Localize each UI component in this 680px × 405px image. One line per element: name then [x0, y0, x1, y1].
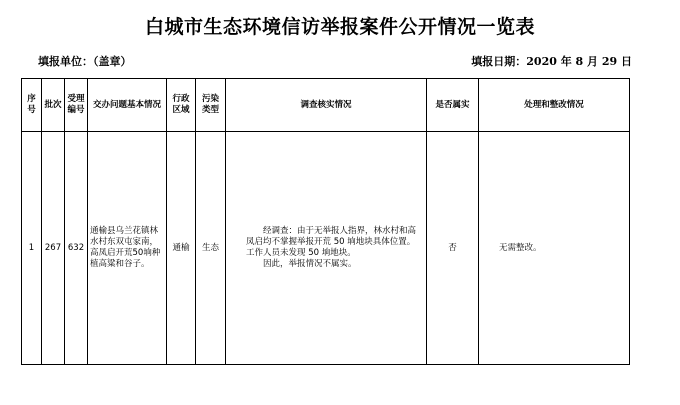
- header-batch: 批次: [42, 79, 65, 132]
- header-region: 行政区域: [167, 79, 196, 132]
- cell-pollution: 生态: [196, 132, 226, 365]
- header-pollution: 污染类型: [196, 79, 226, 132]
- table-row: [22, 132, 630, 365]
- header-is-true: 是否属实: [427, 79, 479, 132]
- cell-issue: 通榆县乌兰花镇林水村东双屯家南，高凤启开荒50垧种植高粱和谷子。: [88, 132, 167, 365]
- table-header-row: [22, 79, 630, 132]
- header-investigation: 调查核实情况: [226, 79, 427, 132]
- cell-accept-no: 632: [65, 132, 88, 365]
- cell-region: 通榆: [167, 132, 196, 365]
- cell-is-true: 否: [427, 132, 479, 365]
- cell-handling: 无需整改。: [479, 132, 630, 365]
- header-handling: 处理和整改情况: [479, 79, 630, 132]
- filler-unit: 填报单位：（盖章）: [38, 55, 132, 68]
- cell-batch: 267: [42, 132, 65, 365]
- investigation-paragraph-1: 经调查：由于无举报人指界，林水村和高凤启均不掌握举报开荒 50 垧地块具体位置。工作人员未发现 50 垧地块。: [246, 226, 417, 258]
- investigation-paragraph-2: 因此，举报情况不属实。: [263, 259, 357, 269]
- filler-date: 填报日期：2020 年 8 月 29 日: [471, 55, 632, 68]
- header-accept-no: 受理编号: [65, 79, 88, 132]
- header-seq: 序号: [22, 79, 42, 132]
- cell-seq: 1: [22, 132, 42, 365]
- page-title: 白城市生态环境信访举报案件公开情况一览表: [144, 16, 535, 38]
- case-table: [21, 78, 630, 365]
- header-issue: 交办问题基本情况: [88, 79, 167, 132]
- cell-investigation: [226, 132, 427, 365]
